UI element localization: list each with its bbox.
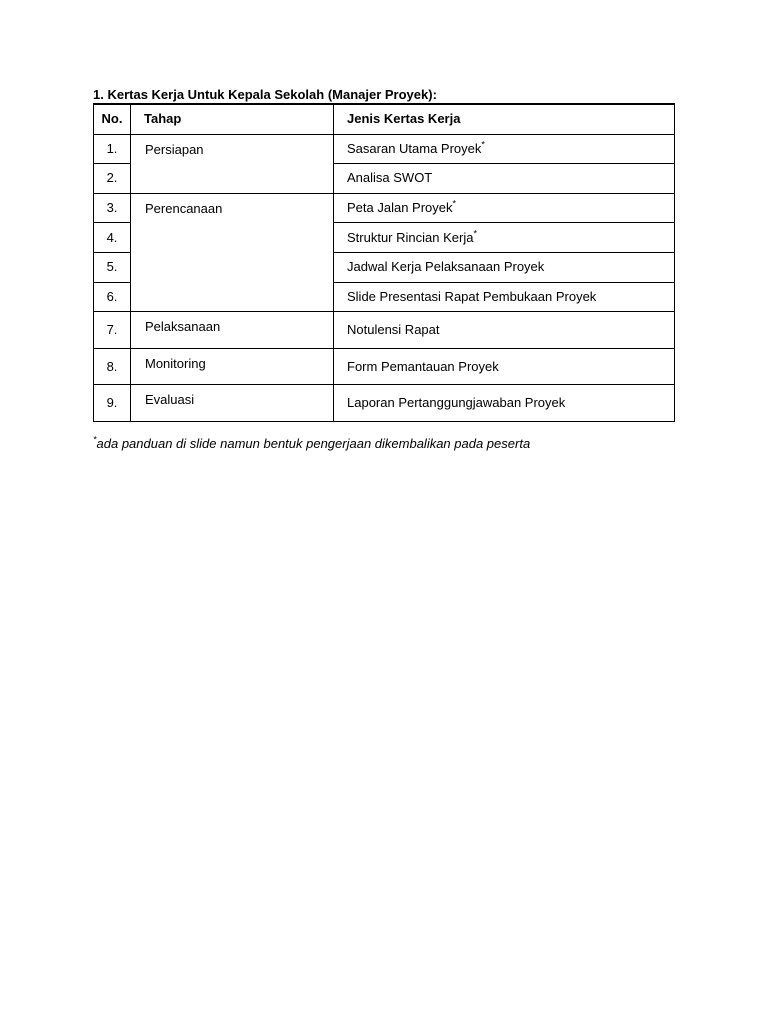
row-jenis xyxy=(334,193,675,223)
row-tahap: Pelaksanaan xyxy=(131,312,334,349)
row-number: 4. xyxy=(94,223,131,253)
row-jenis-text: Laporan Pertanggungjawaban Proyek xyxy=(347,395,566,411)
footnote-asterisk: * xyxy=(93,434,97,445)
row-jenis-text: Analisa SWOT xyxy=(347,170,433,186)
row-jenis-text: Slide Presentasi Rapat Pembukaan Proyek xyxy=(347,288,597,304)
asterisk-marker: * xyxy=(452,198,457,209)
row-jenis xyxy=(334,134,675,164)
row-jenis-text: Peta Jalan Proyek xyxy=(347,200,453,216)
row-jenis-text: Struktur Rincian Kerja xyxy=(347,229,474,245)
worksheet-table xyxy=(93,103,675,422)
footnote-text: ada panduan di slide namun bentuk pengerjaan dikembalikan pada peserta xyxy=(96,436,531,451)
row-number: 5. xyxy=(94,252,131,282)
row-number: 2. xyxy=(94,164,131,194)
table-row xyxy=(94,193,675,223)
row-jenis-text: Sasaran Utama Proyek xyxy=(347,140,482,156)
table-header-row xyxy=(94,104,675,134)
row-jenis xyxy=(334,223,675,253)
row-tahap: Evaluasi xyxy=(131,385,334,422)
row-jenis-text: Form Pemantauan Proyek xyxy=(347,358,499,374)
row-number: 7. xyxy=(94,312,131,349)
row-jenis-text: Jadwal Kerja Pelaksanaan Proyek xyxy=(347,259,545,275)
row-number: 1. xyxy=(94,134,131,164)
section-heading: 1. Kertas Kerja Untuk Kepala Sekolah (Manajer Proyek): xyxy=(93,87,437,102)
row-tahap: Persiapan xyxy=(131,134,334,193)
header-jenis-kertas-kerja: Jenis Kertas Kerja xyxy=(334,104,675,134)
table-row xyxy=(94,312,675,349)
table-row xyxy=(94,385,675,422)
asterisk-marker: * xyxy=(481,139,485,150)
header-tahap: Tahap xyxy=(131,104,334,134)
row-jenis xyxy=(334,252,675,282)
table-row xyxy=(94,348,675,385)
header-no: No. xyxy=(94,104,131,134)
row-tahap: Monitoring xyxy=(131,348,334,385)
row-jenis xyxy=(334,385,675,422)
table-row xyxy=(94,134,675,164)
row-number: 3. xyxy=(94,193,131,223)
row-tahap: Perencanaan xyxy=(131,193,334,311)
row-jenis xyxy=(334,312,675,349)
row-jenis xyxy=(334,348,675,385)
row-number: 9. xyxy=(94,385,131,422)
row-jenis xyxy=(334,282,675,312)
row-jenis xyxy=(334,164,675,194)
row-number: 6. xyxy=(94,282,131,312)
asterisk-marker: * xyxy=(473,228,477,239)
row-jenis-text: Notulensi Rapat xyxy=(347,321,440,337)
row-number: 8. xyxy=(94,348,131,385)
footnote xyxy=(93,436,530,452)
